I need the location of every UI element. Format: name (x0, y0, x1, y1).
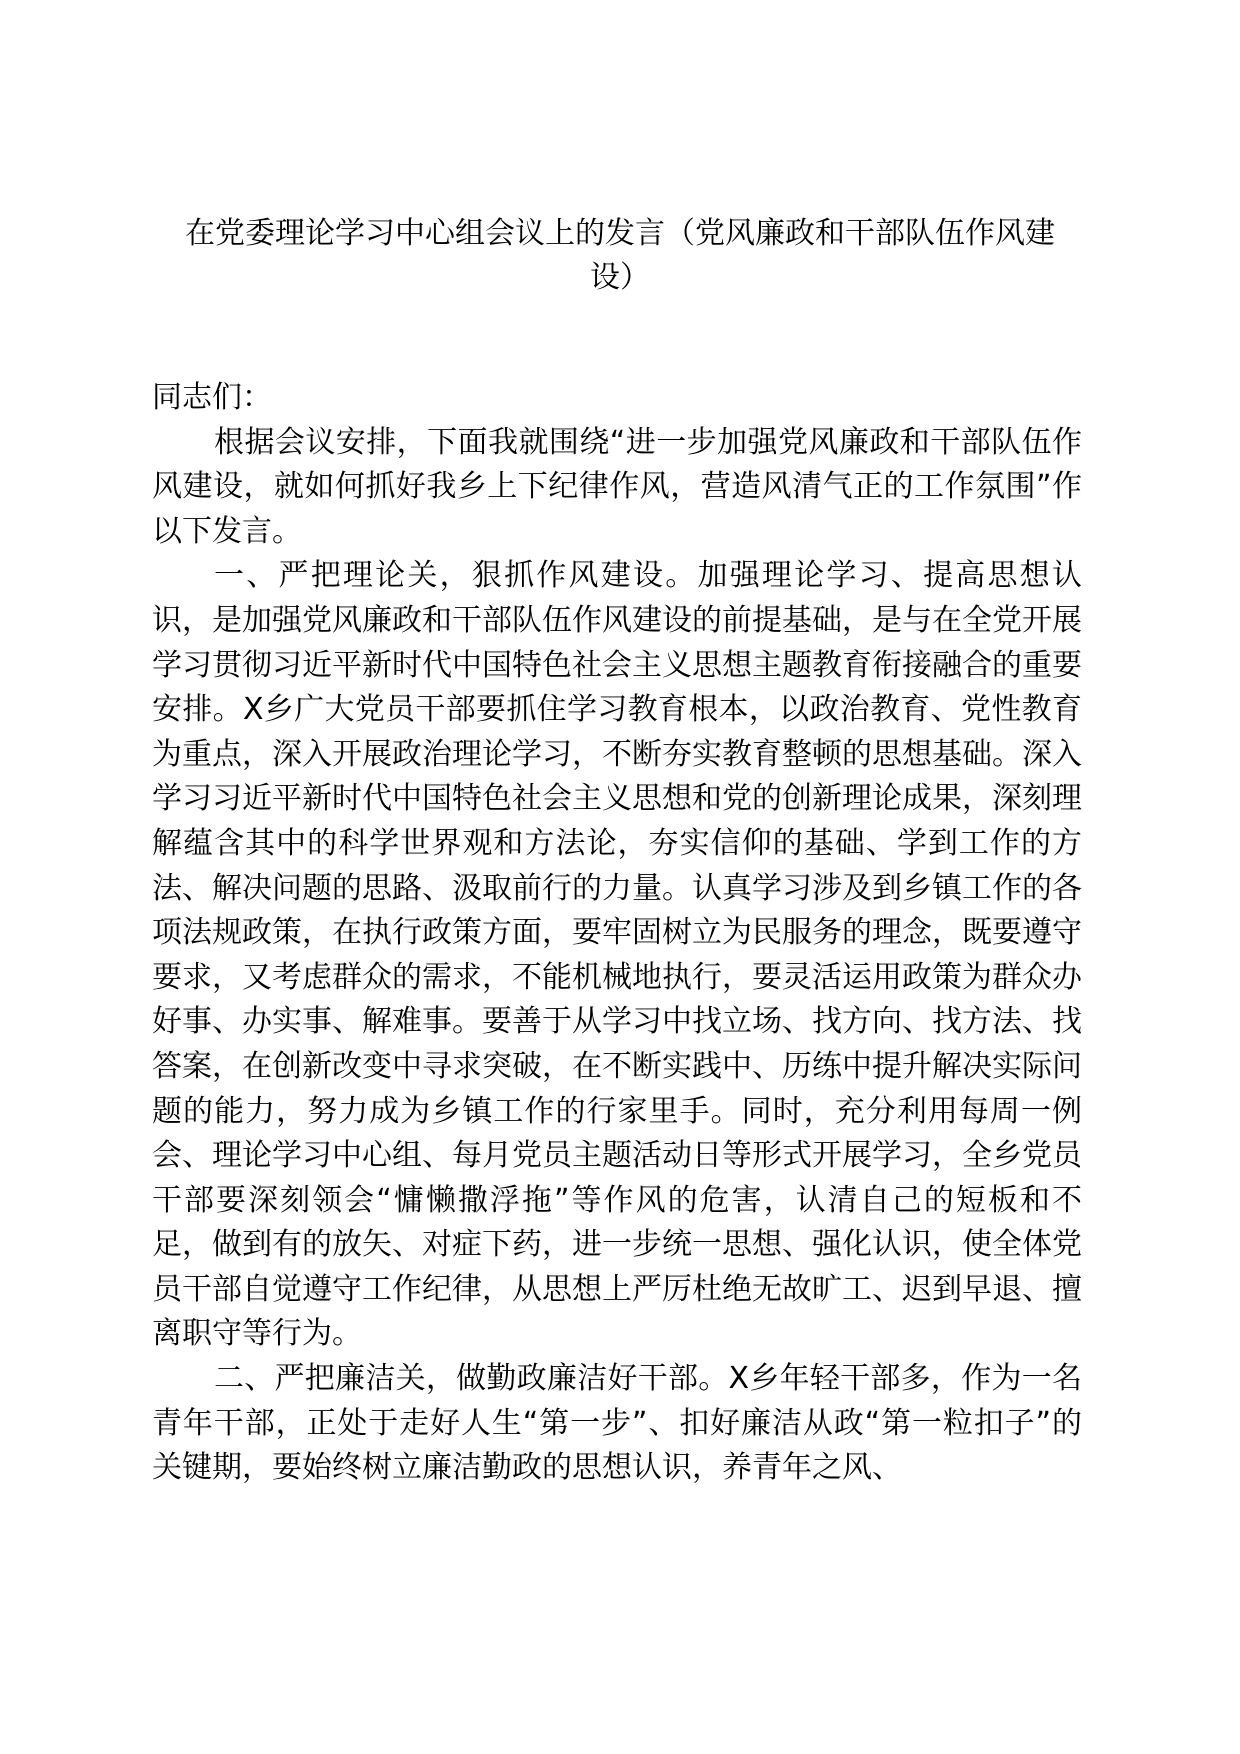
document-body (152, 376, 1082, 1491)
salutation: 同志们： (152, 380, 272, 415)
title-line-2: 设） (590, 260, 650, 295)
paragraph-section-one: 一、严把理论关，狠抓作风建设。加强理论学习、提高思想认识，是加强党风廉政和干部队伍作风建设的前提基础，是与在全党开展学习贯彻习近平新时代中国特色社会主义思想主题教育衔接融合的重要安排。X乡广大党员干部要抓住学习教育根本，以政治教育、党性教育为重点，深入开展政治理论学习，不断夯实教育整顿的思想基础。深入学习习近平新时代中国特色社会主义思想和党的创新理论成果，深刻理解蕴含其中的科学世界观和方法论，夯实信仰的基础、学到工作的方法、解决问题的思路、汲取前行的力量。认真学习涉及到乡镇工作的各项法规政策，在执行政策方面，要牢固树立为民服务的理念，既要遵守要求，又考虑群众的需求，不能机械地执行，要灵活运用政策为群众办好事、办实事、解难事。要善于从学习中找立场、找方向、找方法、找答案，在创新改变中寻求突破，在不断实践中、历练中提升解决实际问题的能力，努力成为乡镇工作的行家里手。同时，充分利用每周一例会、理论学习中心组、每月党员主题活动日等形式开展学习，全乡党员干部要深刻领会“慵懒撒浮拖”等作风的危害，认清自己的短板和不足，做到有的放矢、对症下药，进一步统一思想、强化认识，使全体党员干部自觉遵守工作纪律，从思想上严厉杜绝无故旷工、迟到早退、擅离职守等行为。 (152, 558, 1082, 1352)
paragraph-intro: 根据会议安排，下面我就围绕“进一步加强党风廉政和干部队伍作风建设，就如何抓好我乡上下纪律作风，营造风清气正的工作氛围”作以下发言。 (152, 424, 1082, 549)
paragraph-section-two: 二、严把廉洁关，做勤政廉洁好干部。X乡年轻干部多，作为一名青年干部，正处于走好人生“第一步”、扣好廉洁从政“第一粒扣子”的关键期，要始终树立廉洁勤政的思想认识，养青年之风、 (152, 1361, 1082, 1486)
document-title (140, 212, 1100, 300)
title-line-1: 在党委理论学习中心组会议上的发言（党风廉政和干部队伍作风建 (185, 216, 1055, 251)
